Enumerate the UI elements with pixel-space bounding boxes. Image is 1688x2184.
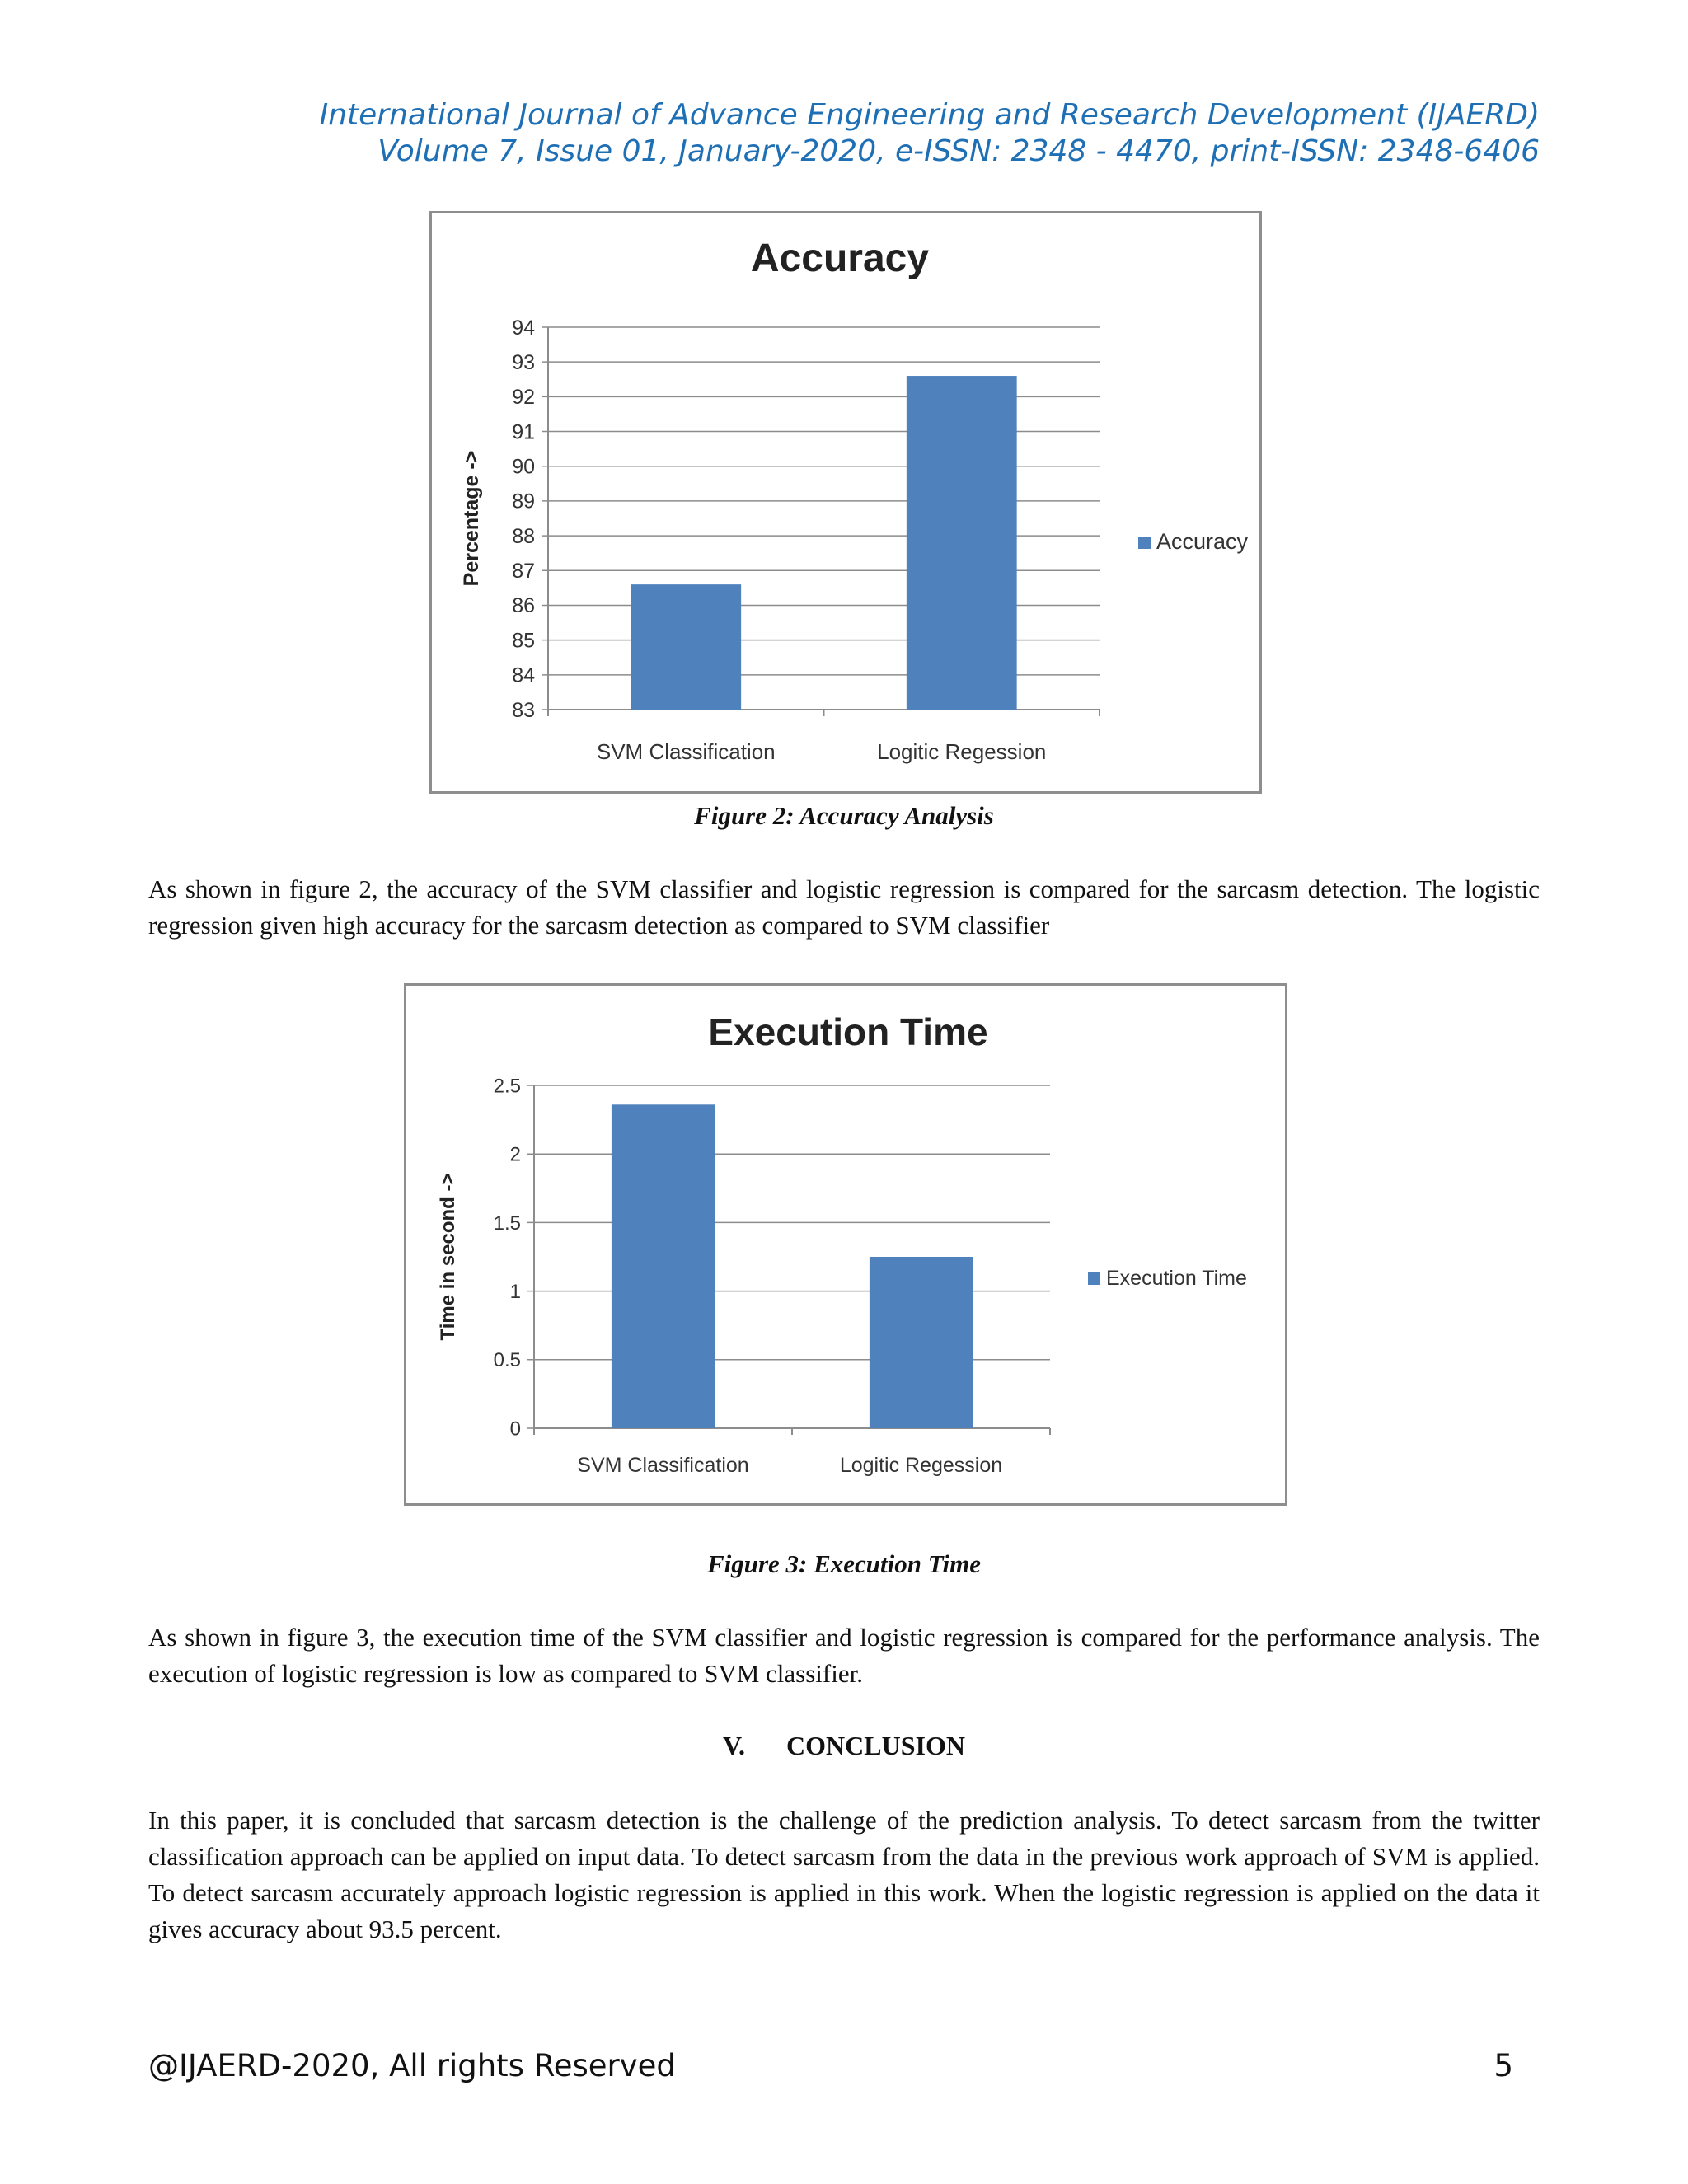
figure-3-caption: Figure 3: Execution Time [706,1549,982,1578]
y-tick-label: 1.5 [493,1212,521,1235]
y-tick-label: 87 [512,560,535,583]
y-tick-label: 90 [512,455,535,479]
y-tick-label: 84 [512,663,535,687]
bar-logitic-regession [870,1257,973,1428]
accuracy-chart-svg [432,213,1264,796]
section-heading [0,1731,1688,1761]
journal-header [320,97,1540,170]
section-title: CONCLUSION [786,1731,965,1760]
y-tick-label: 93 [512,350,535,374]
execution-time-chart [404,983,1287,1506]
y-tick-label: 86 [512,594,535,618]
y-tick-label: 91 [512,420,535,444]
y-tick-label: 89 [512,490,535,513]
y-tick-label: 94 [512,316,535,340]
conclusion-paragraph: In this paper, it is concluded that sarcasm detection is the challenge of the prediction analysis. To detect sarcasm from the twitter classification approach can be applied on input data. To detect sarcasm from the data in the previous work approach of SVM is applied. To detect sarcasm accurately approach logistic regression is applied in this work. When the logistic regression is applied on the data it gives accuracy about 93.5 percent. [148,1806,1540,1943]
legend-swatch [1088,1272,1100,1285]
paragraph-figure-3: As shown in figure 3, the execution time of the SVM classifier and logistic regression is compared for the performance analysis. The execution of logistic regression is low as compared to SVM classifier. [148,1623,1540,1688]
y-tick-label: 85 [512,629,535,653]
bar-svm-classification [631,584,741,710]
chart-title: Accuracy [750,237,930,280]
legend-label: Execution Time [1106,1267,1247,1290]
journal-title: International Journal of Advance Engineering and Research Development (IJAERD) [319,98,1540,132]
x-tick-label: SVM Classification [596,739,776,764]
bar-logitic-regession [907,376,1017,710]
legend-swatch [1138,537,1151,549]
journal-issue: Volume 7, Issue 01, January-2020, e-ISSN: 2348 - 4470, print-ISSN: 2348-6406 [377,134,1540,168]
section-number: V. [723,1731,746,1760]
figure-2-caption: Figure 2: Accuracy Analysis [694,801,994,830]
y-tick-label: 0.5 [493,1349,521,1372]
y-tick-label: 92 [512,386,535,410]
paragraph-figure-2: As shown in figure 2, the accuracy of the SVM classifier and logistic regression is compared for the sarcasm detection. The logistic regression given high accuracy for the sarcasm detection as compared to SVM classifier [148,874,1540,940]
x-tick-label: SVM Classification [577,1454,749,1477]
y-tick-label: 2.5 [493,1075,521,1098]
footer-page-number: 5 [1493,2048,1513,2083]
x-tick-label: Logitic Regession [839,1454,1003,1477]
y-tick-label: 2 [509,1143,521,1166]
y-axis-label: Percentage -> [460,450,483,587]
chart-title: Execution Time [708,1010,988,1053]
y-tick-label: 88 [512,524,535,548]
bar-svm-classification [612,1104,715,1428]
footer-copyright: @IJAERD-2020, All rights Reserved [148,2048,676,2083]
y-tick-label: 0 [509,1418,521,1441]
y-axis-label: Time in second -> [437,1173,459,1341]
accuracy-chart [429,211,1262,794]
legend-label: Accuracy [1156,529,1249,554]
x-tick-label: Logitic Regession [877,739,1047,764]
execution-time-chart-svg [406,986,1290,1508]
y-tick-label: 1 [509,1281,521,1303]
y-tick-label: 83 [512,698,535,722]
